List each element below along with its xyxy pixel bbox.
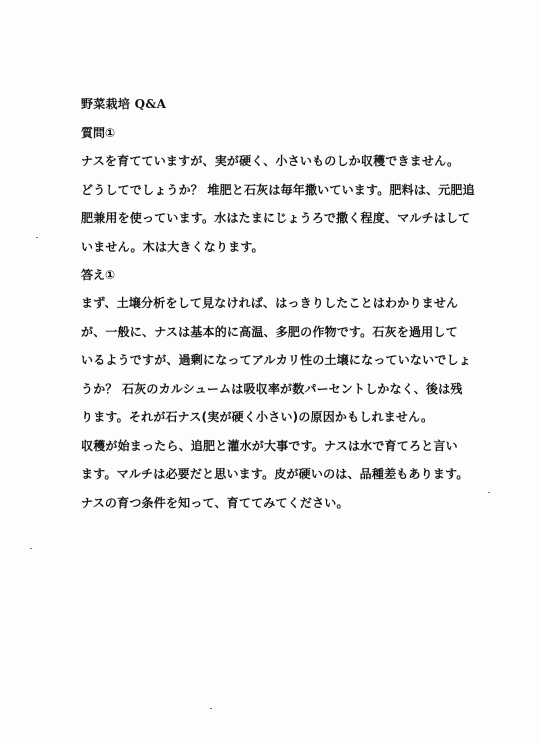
scan-speck <box>36 237 38 238</box>
answer-line: が、一般に、ナスは基本的に高温、多肥の作物です。石灰を過用して <box>81 324 458 339</box>
question-line: どうしてでしょうか？ 堆肥と石灰は毎年撒いています。肥料は、元肥追 <box>81 182 475 197</box>
answer-line: まず、土壌分析をして見なければ、はっきりしたことはわかりません <box>81 296 459 310</box>
qa-document <box>81 96 491 523</box>
answer-paragraph <box>81 295 491 511</box>
answer-line: いるようですが、過剰になってアルカリ性の土壌になっていないでしょ <box>81 353 471 367</box>
scan-speck <box>210 708 212 709</box>
answer-line: ます。マルチは必要だと思います。皮が硬いのは、品種差もあります。 <box>81 467 469 481</box>
question-line: いません。木は大きくなります。 <box>81 239 264 254</box>
answer-line: うか？ 石灰のカルシュームは吸収率が数パーセントしかなく、後は残 <box>81 381 463 396</box>
question-heading: 質問① <box>81 126 116 140</box>
answer-line: ナスの育つ条件を知って、育ててみてください。 <box>81 495 349 510</box>
question-paragraph <box>81 153 491 255</box>
question-line: ナスを育てていますが、実が硬く、小さいものしか収穫できません。 <box>81 154 460 168</box>
answer-line: 収穫が始まったら、追肥と灌水が大事です。ナスは水で育てろと言い <box>81 438 458 453</box>
scan-speck <box>30 548 32 549</box>
document-title: 野菜栽培 Q&A <box>81 97 167 111</box>
answer-heading: 答え① <box>81 268 116 282</box>
answer-line: ります。それが石ナス(実が硬く小さい)の原因かもしれません。 <box>81 410 434 424</box>
question-line: 肥兼用を使っています。水はたまにじょうろで撒く程度、マルチはして <box>81 211 471 225</box>
